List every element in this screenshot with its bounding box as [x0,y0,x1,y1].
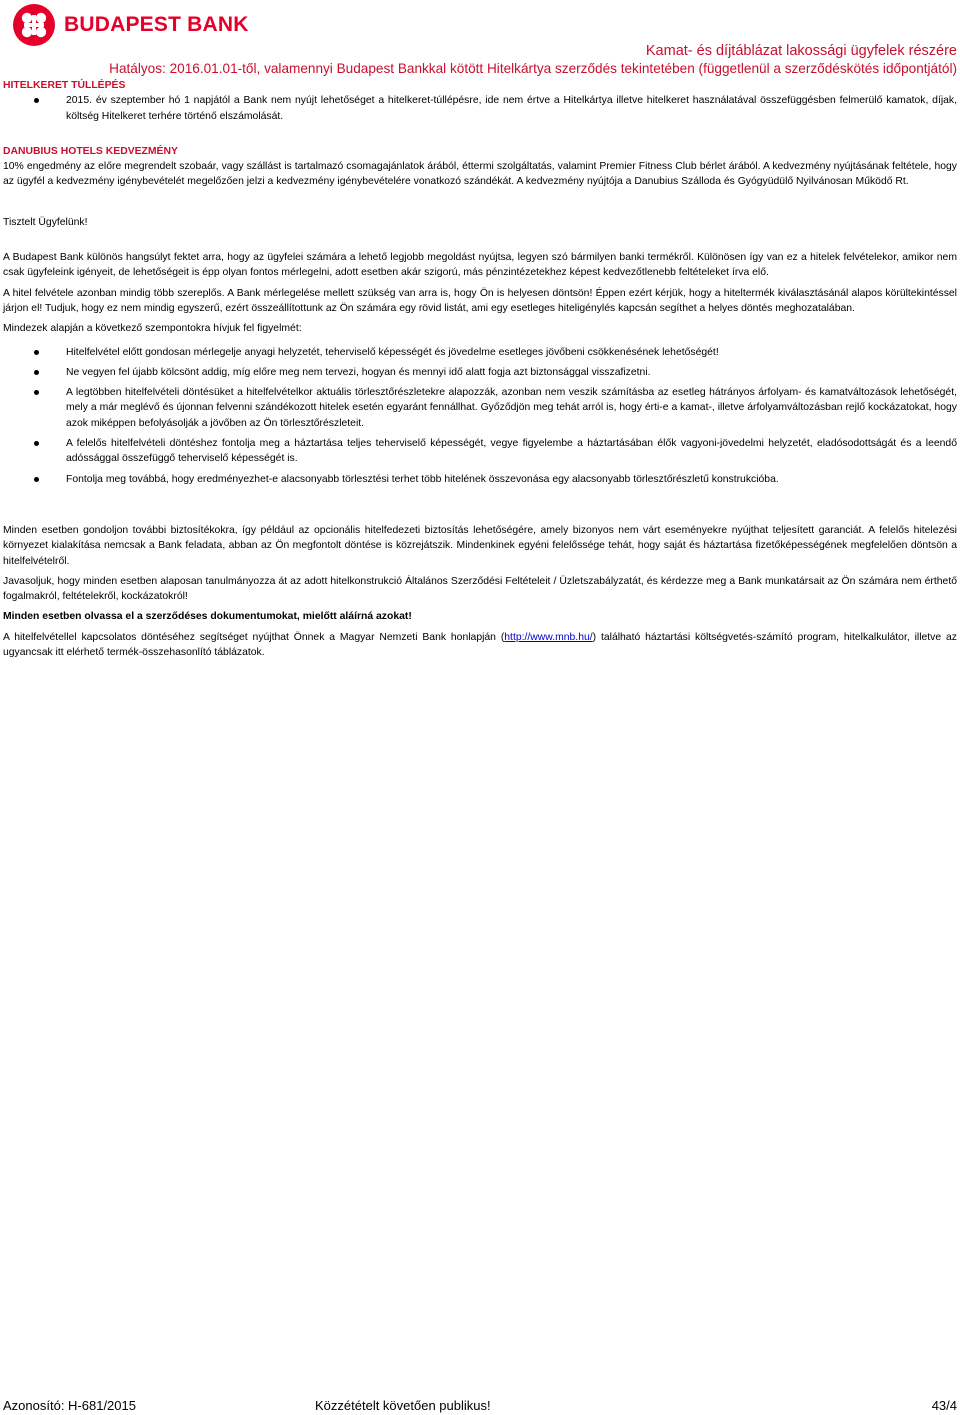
page-number: 43/4 [931,1398,957,1413]
advice-text: Hitelfelvétel előtt gondosan mérlegelje anyagi helyzetét, teherviselő képességét és jövedelme esetleges jövőbeni csökkenésének lehetőségét! [66,346,719,358]
section-title-overlimit: HITELKERET TÚLLÉPÉS [3,80,126,91]
bullet-icon [34,370,39,375]
overlimit-text: 2015. év szeptember hó 1 napjától a Bank nem nyújt lehetőséget a hitelkeret-túllépésre, ide nem értve a Hitelkártya illetve hitelkeret használatával összefüggésben felmerülő kamatok, díjak, költség Hitelkeret terhére történő elszámolását. [66,95,957,122]
list-item [3,385,957,431]
validity-line: Hatályos: 2016.01.01-től, valamennyi Budapest Bankkal kötött Hitelkártya szerződés tekintetében (függetlenül a szerződéskötés időpontjától) [109,61,957,76]
letter-paragraph-2: A hitel felvétele azonban mindig több szereplős. A Bank mérlegelése mellett szükség van arra is, hogy Ön is helyesen döntsön! Éppen ezért kérjük, hogy a hiteltermék kiválasztásánál alapos körültekintéssel járjon el! Tudjuk, hogy ez nem mindig egyszerű, ezért összeállítottunk az Ön számára egy rövid listát, ami egy esetleges hiteligénylés kapcsán segíthet a helyes döntés meghozatalában. [3,287,957,314]
list-item [3,93,957,124]
bank-logo [12,3,249,47]
letter-paragraph-6: Minden esetben olvassa el a szerződéses dokumentumokat, mielőtt aláírná azokat! [3,611,412,623]
advice-text: A felelős hitelfelvételi döntéshez fontolja meg a háztartása teljes teherviselő képességét, vegye figyelembe a háztartásában élők vagyoni-jövedelmi helyzetét, eladósodottságát és a leendő adóssággal összefüggő teherviselő képességét is. [66,438,957,465]
advice-list [3,345,957,487]
document-title: Kamat- és díjtáblázat lakossági ügyfelek részére [645,43,957,59]
advice-text: Ne vegyen fel újabb kölcsönt addig, míg előre meg nem tervezi, hogyan és mennyi idő alatt fogja azt biztonsággal visszafizetni. [66,366,651,378]
list-item [3,365,957,380]
overlimit-list [3,93,957,124]
bullet-icon [34,98,39,103]
list-item [3,345,957,360]
mnb-text-after: ) található háztartási költségvetés-számító program, hitelkalkulátor, illetve az ugyancsak itt elérhető termék-összehasonlító táblázatok. [3,631,957,659]
bullet-icon [34,441,39,446]
document-id: Azonosító: H-681/2015 [3,1398,136,1413]
danubius-text: 10% engedmény az előre megrendelt szobaár, vagy szállást is tartalmazó csomagajánlatok árából, éttermi szolgáltatás, valamint Premier Fitness Club bérlet árából. A kedvezmény nyújtásának feltétele, hogy az ügyfél a kedvezmény igénybevételét megelőzően jelzi a kedvezmény igénybevételére vonatkozó szándékát. A kedvezmény nyújtója a Danubius Szálloda és Gyógyüdülő Nyilvánosan Működő Rt. [3,161,957,188]
bullet-icon [34,390,39,395]
bullet-icon [34,350,39,355]
advice-text: A legtöbben hitelfelvételi döntésüket a hitelfelvételkor aktuális törlesztőrészletekre alapozzák, azonban nem veszik számításba az esetleg hátrányos árfolyam- és kamatváltozások lehetőségét, mely a már meglévő és újonnan felvenni szándékozott hitelek esetén egyaránt fennállhat. Győződjön meg tehát arról is, hogy érti-e a kamat-, illetve árfolyamváltozásban rejlő kockázatokat, hogy azok miképpen befolyásolják a jövőben az Ön törlesztőrészleteit. [66,387,957,429]
letter-paragraph-1: A Budapest Bank különös hangsúlyt fektet arra, hogy az ügyfelei számára a lehető legjobb megoldást nyújtsa, legyen szó bármilyen banki termékről. Különösen így van ez a hitelek felvételekor, amikor nem csak ügyfeleink igényeit, de lehetőségeit is épp olyan fontos mérlegelni, adott esetben akár szigorú, más pénzintézetekhez képest kedvezőtlenebb feltételeket írva elő. [3,252,957,279]
greeting: Tisztelt Ügyfelünk! [3,216,88,228]
mnb-text-before: A hitelfelvétellel kapcsolatos döntéséhez segítséget nyújthat Önnek a Magyar Nemzeti Bank honlapján ( [3,631,505,643]
letter-paragraph-3: Mindezek alapján a következő szempontokra hívjuk fel figyelmét: [3,323,302,335]
brand-name: BUDAPEST BANK [64,13,249,36]
letter-paragraph-5: Javasoljuk, hogy minden esetben alaposan tanulmányozza át az adott hitelkonstrukció Általános Szerződési Feltételeit / Üzletszabályzatát, és kérdezze meg a Bank munkatársait az Ön számára nem érthető fogalmakról, feltételekről, kockázatokról! [3,575,957,603]
letter-paragraph-7 [3,630,957,661]
mnb-link[interactable]: http://www.mnb.hu/ [504,631,593,643]
publication-note: Közzétételt követően publikus! [315,1398,491,1413]
document-body [3,78,957,660]
letter-paragraph-4: Minden esetben gondoljon további biztosítékokra, így például az opcionális hitelfedezeti biztosítás lehetőségére, amely bizonyos nem várt eseményekre nyújthat teljesített garanciát. A felelős hitelezési környezet kialakítása nemcsak a Bank feladata, abban az Ön megfontolt döntése is közrejátszik. Mindenkinek egyéni felelőssége tehát, hogy saját és háztartása fizetőképességének megfelelően döntsön a hitelfelvételről. [3,524,957,567]
advice-text: Fontolja meg továbbá, hogy eredményezhet-e alacsonyabb törlesztési terhet több hitelének összevonása egy alacsonyabb törlesztőrészletű konstrukcióba. [66,473,779,485]
list-item [3,472,957,487]
bullet-icon [34,477,39,482]
section-title-danubius: DANUBIUS HOTELS KEDVEZMÉNY [3,145,178,157]
page-footer [3,1398,957,1414]
list-item [3,436,957,467]
budapest-bank-logo-icon [12,3,56,47]
